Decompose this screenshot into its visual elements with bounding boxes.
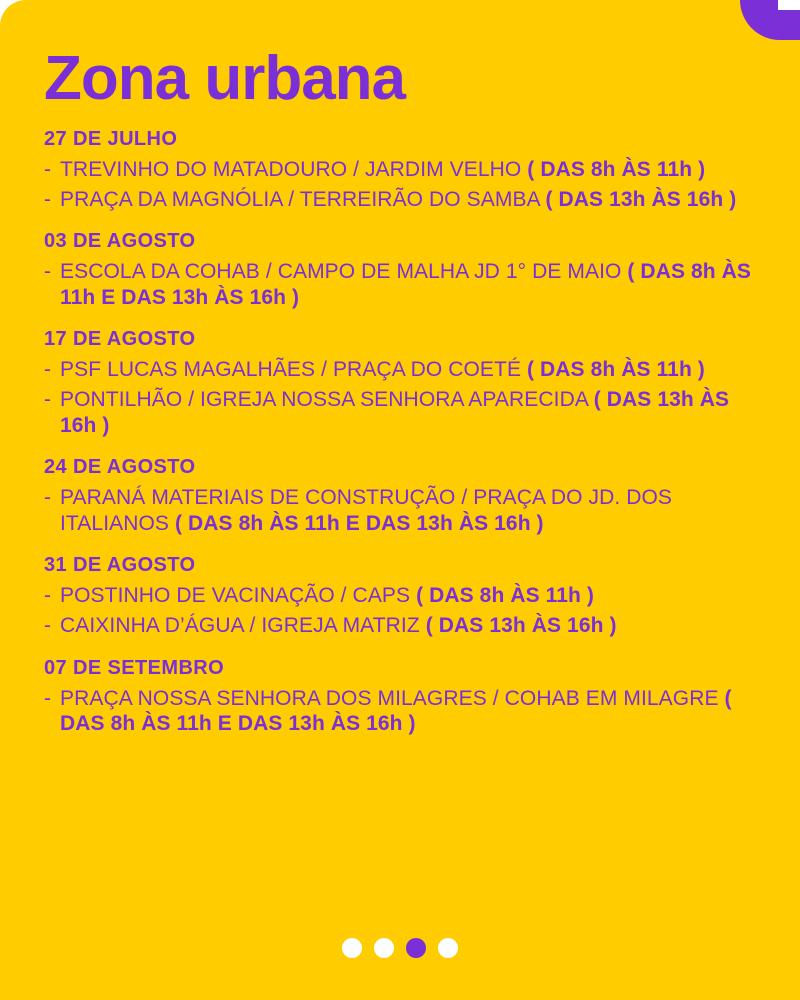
schedule-entry-hours: ( DAS 8h ÀS 11h )	[527, 158, 706, 181]
schedule-entry-hours: ( DAS 8h ÀS 11h )	[527, 358, 705, 382]
schedule-entry	[44, 187, 756, 213]
schedule-entry-place: PARANÁ MATERIAIS DE CONSTRUÇÃO / PRAÇA DO JD. DOS ITALIANOS	[60, 486, 673, 535]
schedule-date-heading: 31 DE AGOSTO	[44, 554, 196, 577]
schedule-entry-hours: ( DAS 8h ÀS 11h )	[416, 584, 594, 608]
carousel-pagination[interactable]	[0, 938, 800, 958]
schedule-entry-text	[60, 583, 594, 609]
schedule-entry-place: TREVINHO DO MATADOURO / JARDIM VELHO	[60, 158, 522, 181]
schedule-entry-place: POSTINHO DE VACINAÇÃO / CAPS	[60, 584, 411, 608]
schedule-entry-place: CAIXINHA D’ÁGUA / IGREJA MATRIZ	[60, 614, 420, 638]
schedule-date-heading: 27 DE JULHO	[44, 128, 178, 150]
schedule-entry-text	[60, 357, 705, 383]
schedule-entry	[44, 357, 756, 383]
schedule-entry-place: PONTILHÃO / IGREJA NOSSA SENHORA APARECIDA	[60, 388, 588, 412]
schedule-entry-text	[60, 686, 756, 737]
schedule-entry	[44, 485, 756, 536]
schedule-block	[44, 456, 756, 536]
schedule-block	[44, 657, 756, 737]
pagination-dot[interactable]	[342, 938, 362, 958]
page-title: Zona urbana	[44, 44, 406, 113]
schedule-entry-hours: ( DAS 13h ÀS 16h )	[545, 187, 737, 211]
schedule-entry-place: PSF LUCAS MAGALHÃES / PRAÇA DO COETÉ	[60, 358, 522, 382]
schedule-entry	[44, 613, 756, 639]
schedule-entry-hours: ( DAS 13h ÀS 16h )	[425, 614, 617, 638]
bullet-dash-icon: -	[44, 358, 51, 382]
pagination-dot[interactable]	[438, 938, 458, 958]
bullet-dash-icon: -	[44, 686, 51, 710]
schedule-entry-hours: ( DAS 8h ÀS 11h E DAS 13h ÀS 16h )	[174, 511, 544, 535]
schedule-entry-text	[60, 613, 617, 639]
schedule-date-heading: 07 DE SETEMBRO	[44, 656, 225, 679]
bullet-dash-icon: -	[44, 584, 51, 608]
schedule-date-heading: 24 DE AGOSTO	[44, 456, 196, 479]
schedule-list	[44, 128, 756, 737]
schedule-entry-place: PRAÇA DA MAGNÓLIA / TERREIRÃO DO SAMBA	[60, 187, 540, 211]
schedule-entry-text	[60, 485, 756, 536]
schedule-entry-text	[60, 259, 756, 310]
schedule-entry-hours: ( DAS 8h ÀS 11h E DAS 13h ÀS 16h )	[60, 686, 732, 736]
bullet-dash-icon: -	[44, 614, 51, 638]
schedule-entry-place: ESCOLA DA COHAB / CAMPO DE MALHA JD 1° DE MAIO	[60, 260, 622, 284]
schedule-entry-hours: ( DAS 8h ÀS 11h E DAS 13h ÀS 16h )	[60, 260, 752, 309]
pagination-dot[interactable]	[406, 938, 426, 958]
schedule-block	[44, 230, 756, 310]
bullet-dash-icon: -	[44, 187, 51, 211]
schedule-entry	[44, 259, 756, 310]
bullet-dash-icon: -	[44, 388, 51, 412]
schedule-block	[44, 554, 756, 638]
schedule-block	[44, 128, 756, 212]
bullet-dash-icon: -	[44, 486, 51, 510]
schedule-entry-place: PRAÇA NOSSA SENHORA DOS MILAGRES / COHAB EM MILAGRE	[60, 686, 719, 710]
schedule-date-heading: 17 DE AGOSTO	[44, 328, 196, 351]
schedule-block	[44, 328, 756, 438]
schedule-entry-text	[60, 187, 736, 213]
bullet-dash-icon: -	[44, 158, 51, 181]
schedule-entry	[44, 157, 756, 183]
schedule-entry	[44, 583, 756, 609]
schedule-date-heading: 03 DE AGOSTO	[44, 230, 196, 253]
pagination-dot[interactable]	[374, 938, 394, 958]
bullet-dash-icon: -	[44, 260, 51, 284]
schedule-entry	[44, 686, 756, 737]
schedule-entry-hours: ( DAS 13h ÀS 16h )	[60, 388, 730, 437]
schedule-entry	[44, 387, 756, 438]
schedule-entry-text	[60, 157, 705, 183]
schedule-entry-text	[60, 387, 756, 438]
